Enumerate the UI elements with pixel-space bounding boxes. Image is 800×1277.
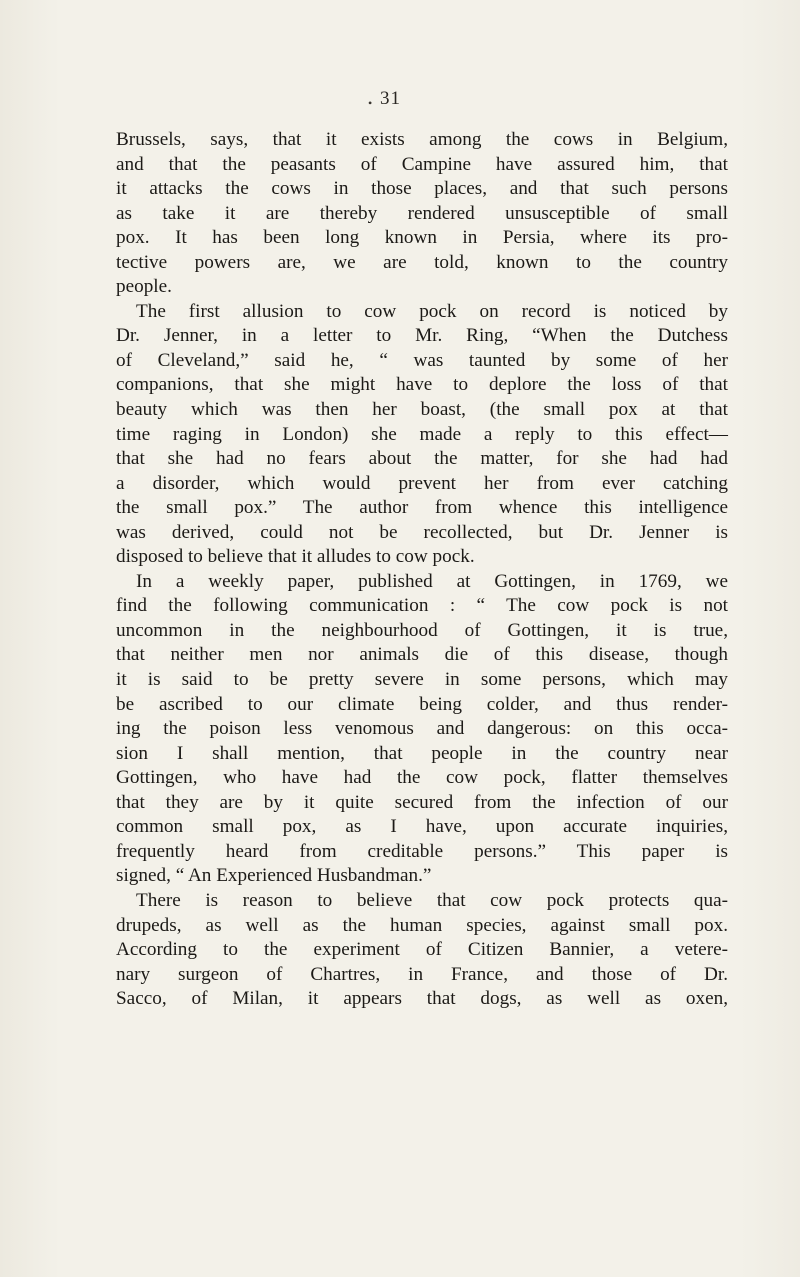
text-line: uncommon in the neighbourhood of Gottingen, it is true, [116, 619, 728, 641]
text-line: There is reason to believe that cow pock protects qua- [136, 889, 728, 911]
text-line: was derived, could not be recollected, but Dr. Jenner is [116, 521, 728, 543]
text-line: that they are by it quite secured from the infection of our [116, 791, 728, 813]
text-line: According to the experiment of Citizen Bannier, a vetere- [116, 939, 728, 961]
text-line: people. [116, 276, 172, 298]
text-line: pox. It has been long known in Persia, where its pro- [116, 227, 728, 249]
text-line: a disorder, which would prevent her from ever catching [116, 472, 728, 494]
text-line: Gottingen, who have had the cow pock, flatter themselves [116, 767, 728, 789]
text-line: Dr. Jenner, in a letter to Mr. Ring, “When the Dutchess [116, 325, 728, 347]
text-line: ing the poison less venomous and dangerous: on this occa- [116, 718, 728, 740]
text-line: companions, that she might have to deplore the loss of that [116, 374, 728, 396]
text-line: be ascribed to our climate being colder, and thus render- [116, 693, 728, 715]
text-line: time raging in London) she made a reply to this effect— [116, 423, 728, 445]
text-line: signed, “ An Experienced Husbandman.” [116, 865, 432, 887]
text-line: it is said to be pretty severe in some persons, which may [116, 669, 728, 691]
text-line: that neither men nor animals die of this disease, though [116, 644, 728, 666]
text-line: it attacks the cows in those places, and that such persons [116, 178, 728, 200]
text-line: as take it are thereby rendered unsusceptible of small [116, 202, 728, 224]
body-text [116, 128, 728, 1012]
text-line: frequently heard from creditable persons.” This paper is [116, 840, 728, 862]
text-line: Sacco, of Milan, it appears that dogs, as well as oxen, [116, 988, 728, 1010]
text-line: The first allusion to cow pock on record is noticed by [136, 300, 728, 322]
text-line: Brussels, says, that it exists among the cows in Belgium, [116, 129, 728, 150]
text-line: common small pox, as I have, upon accurate inquiries, [116, 816, 728, 838]
text-line: disposed to believe that it alludes to cow pock. [116, 546, 475, 568]
text-line: beauty which was then her boast, (the small pox at that [116, 399, 728, 421]
text-line: sion I shall mention, that people in the country near [116, 742, 728, 764]
text-line: tective powers are, we are told, known to the country [116, 251, 728, 273]
text-line: In a weekly paper, published at Gottingen, in 1769, we [136, 570, 728, 592]
text-line: drupeds, as well as the human species, against small pox. [116, 914, 728, 936]
text-line: find the following communication : “ The cow pock is not [116, 595, 728, 617]
ink-mark: • [368, 96, 373, 110]
text-line: that she had no fears about the matter, for she had had [116, 448, 728, 470]
text-line: nary surgeon of Chartres, in France, and those of Dr. [116, 963, 728, 985]
page-number: 31 [380, 88, 401, 109]
text-line: of Cleveland,” said he, “ was taunted by some of her [116, 349, 728, 371]
text-line: the small pox.” The author from whence this intelligence [116, 497, 728, 519]
text-line: and that the peasants of Campine have assured him, that [116, 153, 728, 175]
